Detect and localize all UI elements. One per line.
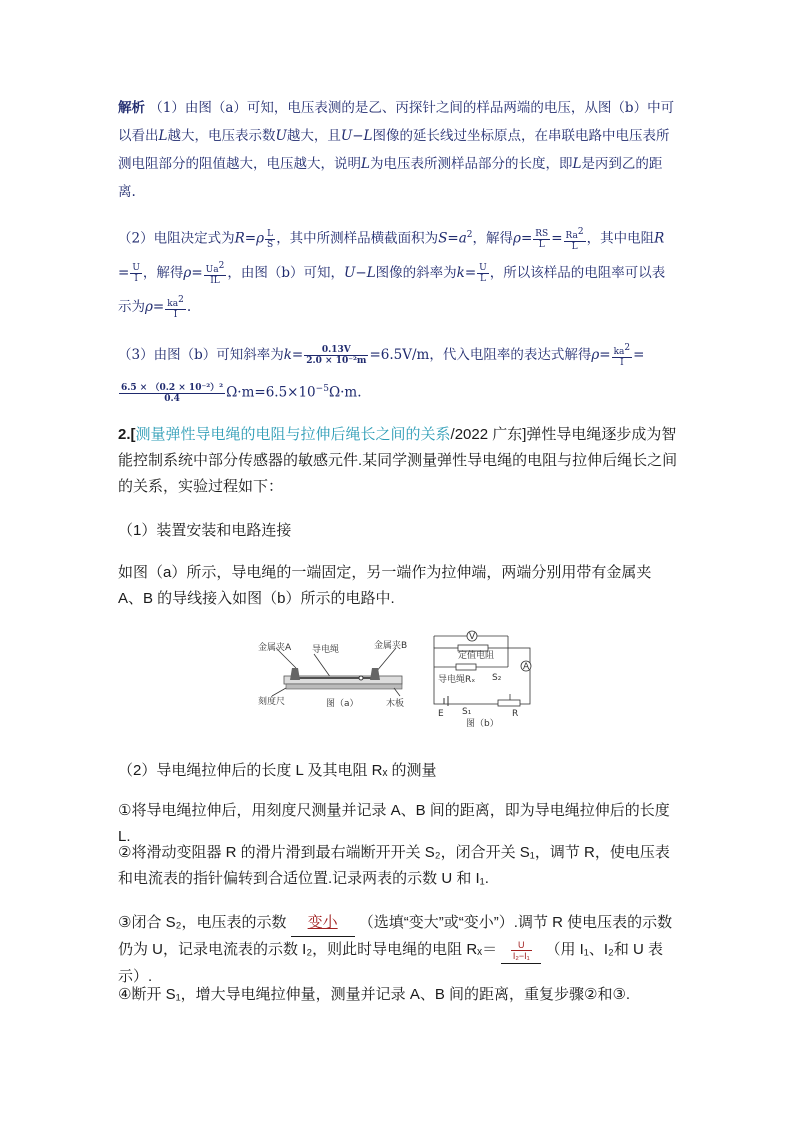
step-2-item-4: ④断开 S₁，增大导电绳拉伸量，测量并记录 A、B 间的距离，重复步骤②和③. [118, 986, 631, 1003]
fraction-ka2-over-I-2: $\frac{ka2}{I}$ [613, 343, 631, 368]
rope-label: 导电绳Rₓ [438, 675, 476, 685]
step-2-item-1: ①将导电绳拉伸后，用刻度尺测量并记录 A、B 间的距离，即为导电绳拉伸后的长度 L. [118, 802, 670, 845]
step-2-item-3: ③闭合 S₂，电压表的示数 变小 （选填“变大”或“变小”）.调节 R 使电压表的示数仍为 U，记录电流表的示数 I₂，则此时导电绳的电阻 Rₓ＝ $\frac{U}{\text{I₂−I₁}}$ （用 I₁、I₂和 U 表示）. [118, 910, 678, 990]
s1-label: S₁ [462, 707, 472, 717]
solution-paragraph-1: 解析 （1）由图（a）可知，电压表测的是乙、丙探针之间的样品两端的电压，从图（b）中可以看出L越大，电压表示数U越大，且U−L图像的延长线过坐标原点，在串联电路中电压表所测电阻部分的阻值越大，电压越大，说明L为电压表所测样品部分的长度，即L是丙到乙的距离. [118, 100, 675, 200]
step-1-paragraph: 如图（a）所示，导电绳的一端固定，另一端作为拉伸端，两端分别用带有金属夹 A、B 的导线接入如图（b）所示的电路中. [118, 564, 652, 607]
solution-label: 解析 [118, 100, 145, 116]
fraction-Ra2-over-L: $\frac{Ra2}{L}$ [565, 226, 584, 252]
solution-paragraph-3: （3）由图（b）可知斜率为k= $\frac{0.13V}{\text{2.0 × 10⁻²m}}$ =6.5V/m，代入电阻率的表达式解得ρ= $\frac{ka2}{I}$ = $\frac{\text{6.5 × （0.2 × 10⁻²）²}}{0.4}$ $\Omega\cdot m=6.5\times 10^{-5}\Omega\cdot m$. [118, 343, 645, 404]
label-clip-b: 金属夹B [374, 641, 408, 651]
solution-paragraph-2: （2）电阻决定式为R=ρ $\frac{L}{S}$ ，其中所测样品横截面积为$S=a^2$，解得ρ= $\frac{RS}{L}$ = $\frac{Ra2}{L}$ ，其中电阻R = $\frac{U}{I}$ ，解得ρ= $\frac{Ua2}{IL}$ ，由图（b）可知，U−L图像的斜率为k= $\frac{U}{L}$ ，所以该样品的电阻率可以表示为ρ= $\frac{ka2}{I}$ . [118, 226, 666, 320]
label-rope: 导电绳 [312, 645, 340, 655]
label-clip-a: 金属夹A [258, 643, 292, 653]
figure-b [428, 628, 536, 728]
ammeter-label: A [523, 662, 530, 672]
label-board: 木板 [386, 699, 405, 709]
voltmeter-label: V [469, 632, 476, 642]
fraction-U-over-L: $\frac{U}{L}$ [479, 262, 487, 284]
fraction-Ua2-over-IL: $\frac{Ua2}{IL}$ [205, 260, 225, 286]
fraction-result: $\frac{\text{6.5 × （0.2 × 10⁻²）²}}{0.4}$ [121, 382, 224, 404]
step-1-heading: （1）装置安装和电路连接 [118, 522, 292, 539]
fraction-U-over-I: $\frac{U}{I}$ [132, 262, 140, 284]
question-intro: 2.[测量弹性导电绳的电阻与拉伸后绳长之间的关系/2022 广东]弹性导电绳逐步成为智能控制系统中部分传感器的敏感元件.某同学测量弹性导电绳的电阻与拉伸后绳长之间的关系，实验过程如下： [118, 426, 678, 495]
topic-link[interactable]: 测量弹性导电绳的电阻与拉伸后绳长之间的关系 [135, 426, 451, 443]
answer-blank-1: 变小 [291, 910, 355, 937]
r-label: R [512, 709, 519, 719]
step-2-item-2: ②将滑动变阻器 R 的滑片滑到最右端断开开关 S₂，闭合开关 S₁，调节 R，使电压表和电流表的指针偏转到合适位置.记录两表的示数 U 和 I₁. [118, 844, 670, 887]
step-2-heading: （2）导电绳拉伸后的长度 L 及其电阻 Rₓ 的测量 [118, 762, 437, 779]
caption-b: 图（b） [466, 719, 499, 728]
answer-blank-2: $\frac{U}{\text{I₂−I₁}}$ [501, 937, 541, 964]
fixed-resistor-label: 定值电阻 [458, 651, 495, 661]
figure-a [256, 640, 412, 712]
s2-label: S₂ [492, 673, 502, 683]
e-label: E [438, 709, 444, 719]
label-ruler: 刻度尺 [258, 697, 286, 707]
fraction-RS-over-L: $\frac{RS}{L}$ [535, 228, 549, 250]
fraction-L-over-S: $\frac{L}{S}$ [267, 228, 274, 250]
fraction-slope: $\frac{0.13V}{\text{2.0 × 10⁻²m}}$ [306, 345, 367, 366]
caption-a: 图（a） [326, 699, 359, 709]
fraction-ka2-over-I: $\frac{ka2}{I}$ [167, 294, 184, 320]
